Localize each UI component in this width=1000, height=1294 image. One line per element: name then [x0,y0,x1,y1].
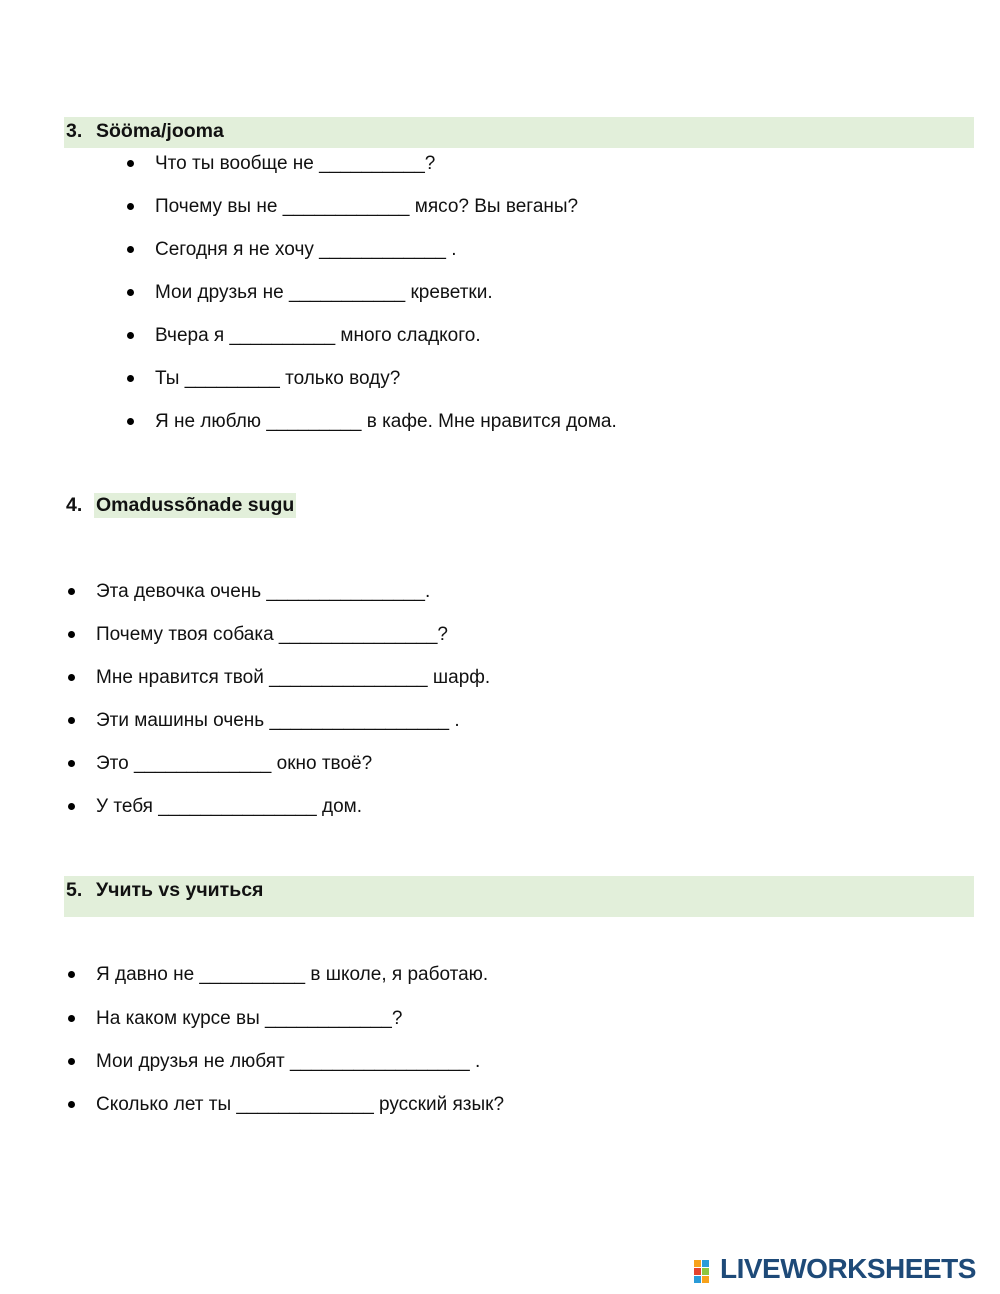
exercise-item[interactable]: Мои друзья не любят _________________ . [96,1051,481,1072]
bullet-icon [127,375,134,382]
section-number: 4. [66,494,83,516]
section-title: Sööma/jooma [96,120,224,142]
exercise-item[interactable]: Эти машины очень _________________ . [96,710,460,731]
exercise-item[interactable]: У тебя _______________ дом. [96,796,362,817]
exercise-item[interactable]: Я давно не __________ в школе, я работаю. [96,964,489,985]
exercise-item[interactable]: На каком курсе вы ____________? [96,1008,403,1029]
bullet-icon [127,203,134,210]
bullet-icon [127,160,134,167]
bullet-icon [68,674,75,681]
exercise-item[interactable]: Сегодня я не хочу ____________ . [155,239,457,260]
section-title: Учить vs учиться [96,879,264,901]
bullet-icon [68,1058,75,1065]
exercise-item[interactable]: Мои друзья не ___________ креветки. [155,282,493,303]
bullet-icon [68,971,75,978]
bullet-icon [127,332,134,339]
section-title: Omadussõnade sugu [96,494,295,516]
logo-text: LIVEWORKSHEETS [720,1253,976,1284]
liveworksheets-logo[interactable] [690,1252,990,1286]
exercise-item[interactable]: Это _____________ окно твоё? [96,753,373,774]
exercise-item[interactable]: Я не люблю _________ в кафе. Мне нравится дома. [155,411,617,432]
bullet-icon [68,1015,75,1022]
exercise-item[interactable]: Эта девочка очень _______________. [96,581,431,602]
logo-blocks-icon [694,1260,714,1282]
bullet-icon [127,418,134,425]
bullet-icon [68,760,75,767]
bullet-icon [127,246,134,253]
exercise-item[interactable]: Почему вы не ____________ мясо? Вы веганы? [155,196,579,217]
section-number: 5. [66,879,83,901]
bullet-icon [68,631,75,638]
section-5-header [64,876,974,917]
section-number: 3. [66,120,83,142]
bullet-icon [68,803,75,810]
bullet-icon [127,289,134,296]
section-4-header [64,493,464,519]
section-3-header [64,117,974,148]
exercise-item[interactable]: Почему твоя собака _______________? [96,624,448,645]
exercise-item[interactable]: Мне нравится твой _______________ шарф. [96,667,491,688]
exercise-item[interactable]: Сколько лет ты _____________ русский язык? [96,1094,505,1115]
bullet-icon [68,717,75,724]
bullet-icon [68,1101,75,1108]
exercise-item[interactable]: Вчера я __________ много сладкого. [155,325,481,346]
exercise-item[interactable]: Что ты вообще не __________? [155,153,436,174]
exercise-item[interactable]: Ты _________ только воду? [155,368,401,389]
bullet-icon [68,588,75,595]
